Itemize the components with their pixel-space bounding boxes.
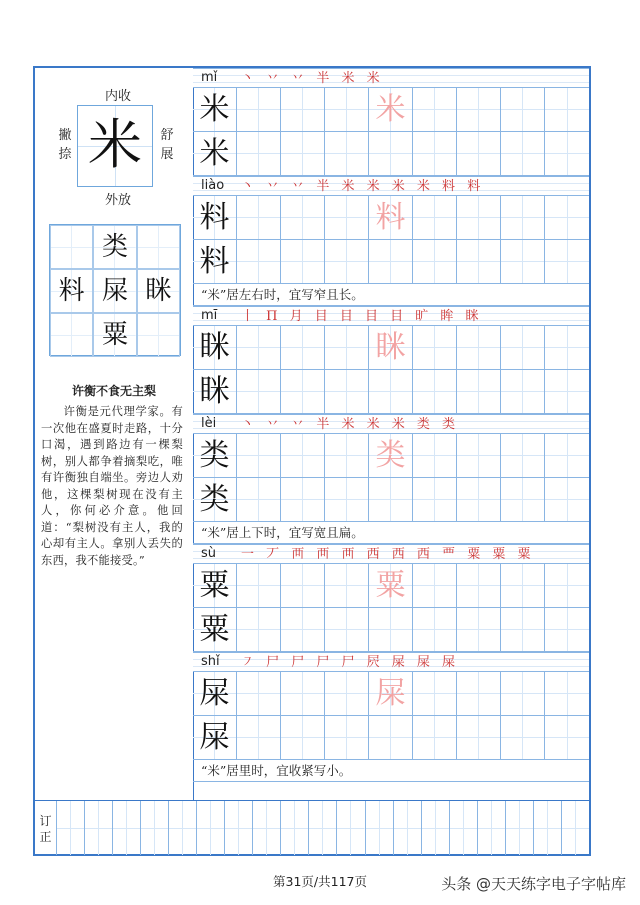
practice-cell[interactable] — [545, 326, 589, 369]
practice-row — [193, 716, 589, 760]
practice-cell[interactable] — [413, 478, 457, 521]
practice-cell[interactable] — [545, 88, 589, 131]
practice-cell[interactable] — [413, 240, 457, 283]
practice-row — [193, 196, 589, 240]
practice-row — [193, 564, 589, 608]
correction-label — [35, 801, 57, 855]
practice-cell[interactable] — [457, 370, 501, 413]
grid-cell — [50, 225, 93, 269]
practice-cell[interactable] — [501, 370, 545, 413]
hint-right-1: 舒 — [160, 128, 174, 143]
stroke-order: 丨 П 月 目 目 目 目 旷 眸 眯 — [241, 309, 483, 324]
model-char: 类 — [193, 434, 237, 477]
model-char: 米 — [193, 88, 237, 131]
stroke-order: 丶 丷 丷 半 米 米 米 类 类 — [241, 417, 460, 432]
practice-cell[interactable] — [325, 196, 369, 239]
practice-cell[interactable] — [281, 716, 325, 759]
practice-cell[interactable] — [281, 478, 325, 521]
practice-cell[interactable] — [237, 434, 281, 477]
practice-cell[interactable] — [457, 88, 501, 131]
model-char: 眯 — [193, 370, 237, 413]
writing-tip: “米”居左右时，宜写窄且长。 — [193, 284, 589, 306]
correction-cell[interactable] — [225, 801, 253, 855]
practice-cell[interactable] — [325, 672, 369, 715]
practice-cell[interactable] — [413, 326, 457, 369]
practice-cell[interactable] — [237, 672, 281, 715]
practice-cell[interactable] — [457, 240, 501, 283]
page-frame — [33, 66, 591, 856]
practice-cell[interactable] — [325, 716, 369, 759]
practice-cell[interactable] — [281, 370, 325, 413]
practice-cell[interactable] — [237, 716, 281, 759]
practice-cell[interactable] — [237, 196, 281, 239]
correction-cell[interactable] — [337, 801, 365, 855]
grid-cell — [137, 313, 180, 357]
practice-cell[interactable] — [325, 564, 369, 607]
practice-cell[interactable] — [325, 240, 369, 283]
practice-cell[interactable] — [501, 608, 545, 651]
practice-row — [193, 240, 589, 284]
practice-cell[interactable] — [545, 608, 589, 651]
trace-char[interactable]: 类 — [369, 434, 413, 477]
practice-cell[interactable] — [545, 434, 589, 477]
correction-cell[interactable] — [141, 801, 169, 855]
practice-cell[interactable] — [281, 132, 325, 175]
correction-cell[interactable] — [450, 801, 478, 855]
practice-cell[interactable] — [281, 672, 325, 715]
practice-cell[interactable] — [325, 434, 369, 477]
practice-cell[interactable] — [545, 672, 589, 715]
practice-cell[interactable] — [501, 672, 545, 715]
correction-cell[interactable] — [366, 801, 394, 855]
grid-cell — [50, 313, 93, 357]
pinyin-label: sù — [201, 546, 217, 561]
practice-cell[interactable] — [501, 132, 545, 175]
grid-cell: 屎 — [93, 269, 136, 313]
model-char: 屎 — [193, 672, 237, 715]
correction-cell[interactable] — [506, 801, 534, 855]
watermark: 头条 @天天练字电子字帖库 — [441, 875, 626, 893]
practice-cell[interactable] — [457, 434, 501, 477]
hint-left-2: 捺 — [58, 147, 72, 162]
correction-row — [35, 800, 589, 855]
practice-cell[interactable] — [281, 196, 325, 239]
practice-cell[interactable] — [325, 608, 369, 651]
pinyin-row — [193, 176, 589, 196]
correction-cell[interactable] — [57, 801, 85, 855]
practice-cell[interactable] — [237, 326, 281, 369]
practice-cell[interactable] — [413, 132, 457, 175]
left-column — [35, 68, 194, 800]
practice-cell[interactable] — [369, 478, 413, 521]
practice-cell[interactable] — [413, 672, 457, 715]
model-char: 类 — [193, 478, 237, 521]
model-char: 粟 — [193, 564, 237, 607]
pinyin-label: shǐ — [201, 654, 220, 669]
practice-cell[interactable] — [281, 88, 325, 131]
practice-row — [193, 608, 589, 652]
model-char: 粟 — [193, 608, 237, 651]
stroke-hint-right — [159, 126, 175, 164]
practice-cell[interactable] — [457, 132, 501, 175]
practice-cell[interactable] — [457, 564, 501, 607]
practice-cell[interactable] — [413, 370, 457, 413]
practice-cell[interactable] — [325, 478, 369, 521]
pinyin-row — [193, 306, 589, 326]
correction-cell[interactable] — [197, 801, 225, 855]
practice-cell[interactable] — [501, 564, 545, 607]
correction-cell[interactable] — [281, 801, 309, 855]
practice-cell[interactable] — [237, 564, 281, 607]
practice-cell[interactable] — [501, 326, 545, 369]
practice-cell[interactable] — [281, 240, 325, 283]
story-title: 许衡不食无主梨 — [71, 384, 156, 398]
practice-cell[interactable] — [413, 608, 457, 651]
practice-row — [193, 326, 589, 370]
practice-cell[interactable] — [457, 196, 501, 239]
correction-cell[interactable] — [534, 801, 562, 855]
writing-tip: “米”居上下时，宜写宽且扁。 — [193, 522, 589, 544]
practice-cell[interactable] — [325, 370, 369, 413]
trace-char[interactable]: 屎 — [369, 672, 413, 715]
practice-cell[interactable] — [325, 132, 369, 175]
correction-cell[interactable] — [309, 801, 337, 855]
practice-cell[interactable] — [457, 716, 501, 759]
practice-cell[interactable] — [413, 196, 457, 239]
pinyin-label: liào — [201, 178, 225, 193]
story-text — [41, 404, 183, 569]
stroke-order: 一 丆 襾 襾 襾 西 西 西 覀 粟 粟 粟 — [241, 547, 535, 562]
correction-cell[interactable] — [169, 801, 197, 855]
model-char: 料 — [193, 240, 237, 283]
practice-cell[interactable] — [457, 608, 501, 651]
writing-tip: “米”居里时，宜收紧写小。 — [193, 760, 589, 782]
practice-cell[interactable] — [281, 608, 325, 651]
practice-cell[interactable] — [413, 564, 457, 607]
related-chars-grid — [49, 224, 181, 356]
practice-cell[interactable] — [369, 608, 413, 651]
practice-cell[interactable] — [501, 240, 545, 283]
practice-cell[interactable] — [369, 370, 413, 413]
practice-cell[interactable] — [501, 196, 545, 239]
practice-cell[interactable] — [325, 88, 369, 131]
correction-cell[interactable] — [394, 801, 422, 855]
stroke-order: ㇇ 尸 尸 尸 尸 屄 屎 屎 屎 — [241, 655, 460, 670]
grid-cell — [137, 225, 180, 269]
practice-cell[interactable] — [413, 88, 457, 131]
grid-cell: 眯 — [137, 269, 180, 313]
practice-cell[interactable] — [501, 716, 545, 759]
practice-cell[interactable] — [281, 434, 325, 477]
practice-cell[interactable] — [545, 564, 589, 607]
practice-cell[interactable] — [281, 326, 325, 369]
correction-label-2: 正 — [39, 830, 52, 844]
pinyin-label: lèi — [201, 416, 217, 431]
grid-cell: 粟 — [93, 313, 136, 357]
practice-row — [193, 672, 589, 716]
pinyin-label: mǐ — [201, 70, 218, 85]
practice-cell[interactable] — [369, 240, 413, 283]
practice-cell[interactable] — [237, 370, 281, 413]
page-number: 第31页/共117页 — [273, 874, 367, 889]
practice-cell[interactable] — [501, 434, 545, 477]
correction-cell[interactable] — [113, 801, 141, 855]
practice-cell[interactable] — [545, 196, 589, 239]
grid-cell: 料 — [50, 269, 93, 313]
correction-cell[interactable] — [562, 801, 589, 855]
practice-cell[interactable] — [325, 326, 369, 369]
trace-char[interactable]: 米 — [369, 88, 413, 131]
practice-row — [193, 132, 589, 176]
practice-row — [193, 434, 589, 478]
pinyin-row — [193, 652, 589, 672]
practice-cell[interactable] — [501, 88, 545, 131]
model-char: 眯 — [193, 326, 237, 369]
practice-cell[interactable] — [369, 716, 413, 759]
pinyin-row — [193, 414, 589, 434]
practice-cell[interactable] — [413, 434, 457, 477]
practice-cell[interactable] — [545, 240, 589, 283]
pinyin-row — [193, 544, 589, 564]
practice-cell[interactable] — [369, 132, 413, 175]
correction-cell[interactable] — [478, 801, 506, 855]
trace-char[interactable]: 眯 — [369, 326, 413, 369]
stroke-hint-top: 内收 — [105, 89, 132, 104]
pinyin-row — [193, 68, 589, 88]
practice-cell[interactable] — [413, 716, 457, 759]
model-char: 米 — [193, 132, 237, 175]
stroke-order: 丶 丷 丷 半 米 米 米 米 料 料 — [241, 179, 485, 194]
practice-cell[interactable] — [545, 132, 589, 175]
model-char: 料 — [193, 196, 237, 239]
practice-cell[interactable] — [457, 326, 501, 369]
practice-cell[interactable] — [545, 478, 589, 521]
trace-char[interactable]: 粟 — [369, 564, 413, 607]
practice-cell[interactable] — [237, 608, 281, 651]
practice-cell[interactable] — [281, 564, 325, 607]
correction-label-1: 订 — [39, 814, 52, 828]
trace-char[interactable]: 料 — [369, 196, 413, 239]
practice-row — [193, 88, 589, 132]
radical-char: 米 — [88, 113, 142, 176]
practice-cell[interactable] — [501, 478, 545, 521]
stroke-hint-left — [57, 126, 73, 164]
grid-cell: 类 — [93, 225, 136, 269]
hint-right-2: 展 — [160, 147, 174, 162]
practice-row — [193, 478, 589, 522]
practice-cell[interactable] — [545, 370, 589, 413]
stroke-hint-bottom: 外放 — [105, 193, 132, 208]
practice-row — [193, 370, 589, 414]
pinyin-label: mī — [201, 308, 218, 323]
practice-cell[interactable] — [237, 478, 281, 521]
practice-cell[interactable] — [545, 716, 589, 759]
practice-cell[interactable] — [457, 672, 501, 715]
practice-cell[interactable] — [237, 132, 281, 175]
model-char: 屎 — [193, 716, 237, 759]
correction-cell[interactable] — [422, 801, 450, 855]
story-paragraph: 许衡是元代理学家。有一次他在盛夏时走路，十分口渴，遇到路边有一棵梨树，别人都争着摘梨吃，唯有许衡独自端坐。旁边人劝他，这棵梨树现在没有主人，你何必介意。他回道：“梨树没有主人，我的心却有主人。拿别人丢失的东西，我不能接受。” — [41, 405, 183, 567]
hint-left-1: 撇 — [58, 128, 72, 143]
stroke-order: 丶 丷 丷 半 米 米 — [241, 71, 384, 86]
correction-cell[interactable] — [253, 801, 281, 855]
practice-cell[interactable] — [237, 88, 281, 131]
practice-column — [193, 68, 589, 800]
radical-box — [77, 105, 153, 187]
practice-cell[interactable] — [457, 478, 501, 521]
correction-cell[interactable] — [85, 801, 113, 855]
practice-cell[interactable] — [237, 240, 281, 283]
